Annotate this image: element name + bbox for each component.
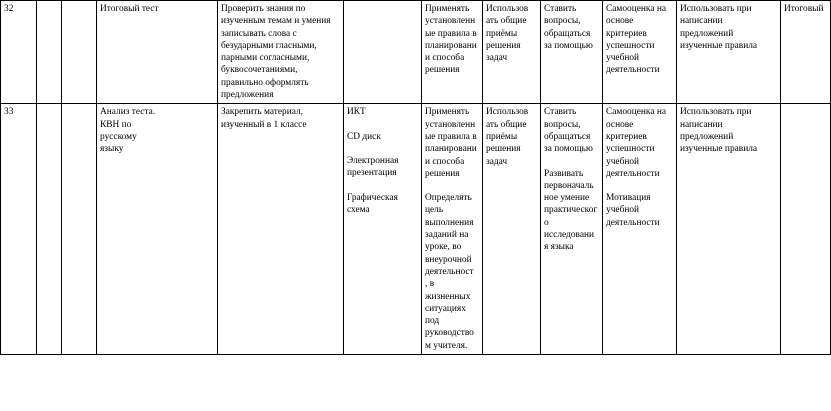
cell-text-line: Графическая [347,192,398,203]
cell-text-line: приёмы [486,28,518,39]
cell-text-line: решения [425,65,460,76]
topic-cell [97,104,218,355]
cell-text-line: изученный в 1 классе [221,119,307,130]
cell-text-line: Использовать при [680,4,752,14]
communicative-cell [541,104,603,355]
cell-text-line: Самооценка на [606,4,667,14]
cell-text-line: решения [486,144,521,155]
cell-text-line: решения [486,40,521,51]
cell-text-line: изученным темам и умения [221,16,331,27]
empty-cell [62,104,97,355]
cell-text-line: КВН по [100,119,132,130]
cell-text-line: Закрепить материал, [221,107,304,118]
cell-text-line: предложения [221,90,274,101]
cell-text-line: CD диск [347,131,381,142]
table-row [1,104,831,355]
cell-text-line: изученные правила [680,40,758,51]
cell-text-line: и способа [425,156,465,167]
cell-text-line: Использов [486,107,529,118]
regulatory-cell [422,104,483,355]
goal-cell [218,1,344,104]
cell-text-line: деятельности [606,168,660,179]
subject-cell [677,1,781,104]
resources-cell [344,1,422,104]
cell-text-line: за помощью [544,144,593,155]
cell-text-line: первоначаль [544,180,594,191]
cell-text-line: руководство [425,328,474,339]
cell-text-line: деятельности [606,65,660,76]
cell-text-line: предложений [680,28,734,39]
line-gap [347,180,418,192]
cell-text-line: под [425,316,440,327]
cell-text-line: Ставить [544,107,577,118]
cell-text-line: буквосочетаниями, [221,65,298,76]
lesson-number-cell: 33 [1,104,37,355]
cell-text-line: ситуациях [425,303,466,314]
cell-text-line: Проверить знания по [221,4,306,14]
cell-text-line: основе [606,119,634,130]
cognitive-cell [483,1,541,104]
cell-text-line: я языка [544,242,574,253]
cell-text-line: Самооценка на [606,107,667,118]
cell-text-line: Мотивация [606,193,651,204]
empty-cell [37,1,62,104]
empty-cell [62,1,97,104]
cell-text-line: Использов [486,4,529,14]
cell-text-line: обращаться [544,131,591,142]
cell-text-line: учебной [606,53,640,64]
cognitive-cell [483,104,541,355]
cell-text-line: успешности [606,40,655,51]
control-cell [781,104,831,355]
cell-text-line: жизненных [425,291,471,302]
cell-text-line: основе [606,16,634,27]
cell-text-line: Применять [425,107,470,118]
cell-text-line: ать общие [486,119,527,130]
regulatory-cell [422,1,483,104]
cell-text-line: языку [100,144,124,155]
cell-text-line: презентация [347,168,397,179]
cell-text-line: правильно оформлять [221,77,309,88]
cell-text-line: безударными гласными, [221,40,317,51]
cell-text-line: о [544,217,549,228]
communicative-cell [541,1,603,104]
cell-text-line: вопросы, [544,16,581,27]
cell-text-line: Применять [425,4,470,14]
cell-text-line: и способа [425,53,465,64]
cell-text-line: выполнения [425,217,474,228]
cell-text-line: ые правила в [425,28,477,39]
cell-text-line: заданий на [425,230,469,241]
cell-text-line: приёмы [486,131,518,142]
goal-cell [218,104,344,355]
cell-text-line: учебной [606,156,640,167]
cell-text-line: исследовани [544,230,595,241]
cell-text-line: ые правила в [425,131,477,142]
resources-cell [344,104,422,355]
table-row [1,1,831,104]
control-cell [781,1,831,104]
cell-text-line: планировани [425,40,477,51]
cell-text-line: установленн [425,16,476,27]
cell-text-line: критериев [606,131,647,142]
topic-cell [97,1,218,104]
line-gap [606,180,673,192]
cell-text-line: практическог [544,205,598,216]
personal-cell [603,104,677,355]
cell-text-line: критериев [606,28,647,39]
cell-text-line: предложений [680,131,734,142]
cell-text-line: задач [486,156,508,167]
cell-text-line: обращаться [544,28,591,39]
cell-text-line: схема [347,204,370,215]
cell-text-line: задач [486,53,508,64]
subject-cell [677,104,781,355]
cell-text-line: уроке, во [425,242,462,253]
line-gap [544,156,599,168]
line-gap [425,180,479,192]
cell-text-line: русскому [100,131,137,142]
line-gap [347,143,418,155]
cell-text-line: за помощью [544,40,593,51]
cell-text-line: деятельности [606,217,660,228]
cell-text-line: записывать слова с [221,28,297,39]
line-gap [347,119,418,131]
personal-cell [603,1,677,104]
cell-text-line: изученные правила [680,144,758,155]
cell-text-line: Определять [425,193,472,204]
cell-text-line: ное умение [544,193,590,204]
cell-text-line: планировани [425,144,477,155]
lesson-number-cell: 32 [1,1,37,104]
cell-text-line: написании [680,119,723,130]
cell-text-line: парными согласными, [221,53,310,64]
cell-text-line: вопросы, [544,119,581,130]
cell-text-line: , в [425,279,435,290]
cell-text-line: Ставить [544,4,577,14]
cell-text-line: установленн [425,119,476,130]
cell-text-line: внеурочной [425,254,472,265]
cell-text-line: написании [680,16,723,27]
cell-text-line: Итоговый тест [100,4,159,14]
cell-text-line: ИКТ [347,107,366,118]
cell-text-line: м учителя. [425,340,468,351]
cell-text-line: успешности [606,144,655,155]
cell-text-line: деятельност [425,266,474,277]
cell-text-line: ать общие [486,16,527,27]
cell-text-line: учебной [606,205,640,216]
cell-text-line: Развивать [544,168,584,179]
cell-text-line: решения [425,168,460,179]
empty-cell [37,104,62,355]
cell-text-line: цель [425,205,444,216]
cell-text-line: Анализ теста. [100,107,156,118]
cell-text-line: Итоговый [784,4,824,14]
cell-text-line: Электронная [347,155,399,166]
cell-text-line: Использовать при [680,107,752,118]
